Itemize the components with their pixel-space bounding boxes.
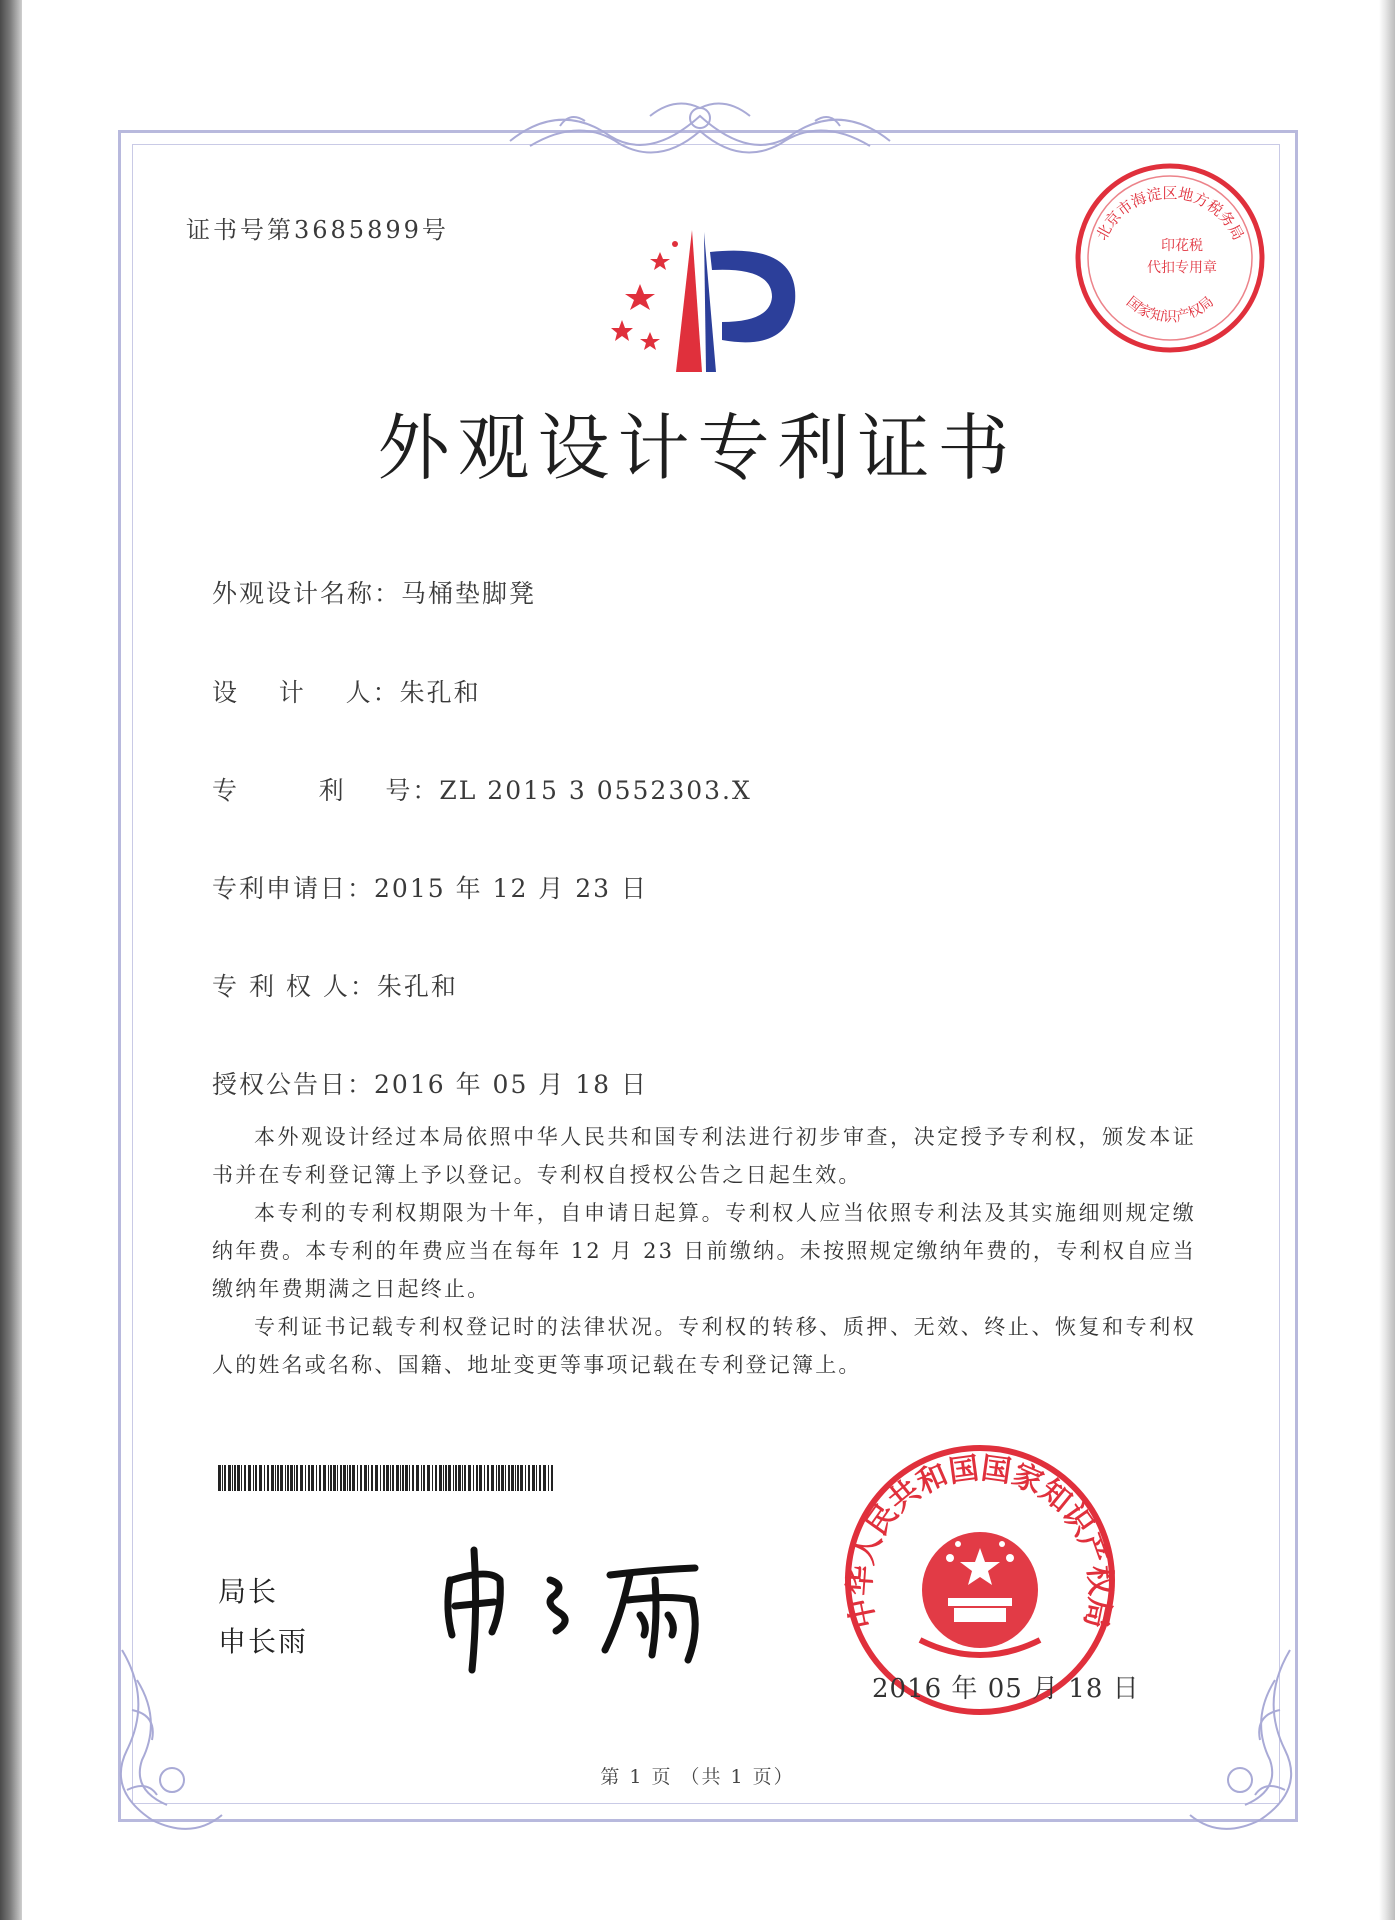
barcode-bar (448, 1465, 451, 1491)
patent-office-logo-icon (600, 222, 810, 382)
barcode-bar (360, 1465, 362, 1491)
barcode-bar (423, 1465, 425, 1491)
barcode-bar (432, 1465, 433, 1491)
barcode-bar (551, 1465, 553, 1491)
field-application-date (212, 869, 648, 905)
field-value: 朱孔和 (399, 678, 481, 707)
barcode-bar (375, 1465, 378, 1491)
barcode-bar (484, 1465, 485, 1491)
barcode-bar (311, 1465, 314, 1491)
barcode-bar (464, 1465, 466, 1491)
barcode-bar (400, 1465, 401, 1491)
field-value: 2016 年 05 月 18 日 (374, 1070, 648, 1099)
barcode-bar (443, 1465, 444, 1491)
field-label: 设 计 人： (212, 678, 400, 707)
field-label: 专利申请日： (212, 874, 375, 903)
barcode-bar (453, 1465, 454, 1491)
barcode-bar (308, 1465, 310, 1491)
director-title: 局长 (218, 1575, 279, 1608)
barcode-bar (328, 1465, 329, 1491)
barcode-bar (343, 1465, 346, 1491)
certificate-title: 外观设计专利证书 (377, 406, 1018, 490)
barcode-bar (455, 1465, 457, 1491)
field-patentee (212, 967, 458, 1003)
corner-ornament-bottom-right (1180, 1640, 1300, 1840)
barcode-bar (287, 1465, 289, 1491)
barcode-bar (277, 1465, 279, 1491)
barcode-bar (349, 1465, 351, 1491)
barcode-bar (305, 1465, 306, 1491)
barcode-bar (498, 1465, 500, 1491)
barcode-bar (259, 1465, 262, 1491)
barcode-bar (548, 1465, 549, 1491)
barcode-bar (368, 1465, 369, 1491)
barcode-bar (427, 1465, 430, 1491)
barcode-bar (539, 1465, 541, 1491)
barcode-bar (473, 1465, 474, 1491)
barcode-bar (402, 1465, 404, 1491)
barcode-bar (439, 1465, 442, 1491)
top-ornament (500, 96, 900, 166)
body-paragraph: 本外观设计经过本局依照中华人民共和国专利法进行初步审查，决定授予专利权，颁发本证书并在专利登记簿上予以登记。专利权自授权公告之日起生效。 (212, 1125, 1196, 1187)
barcode-bar (222, 1465, 223, 1491)
barcode-bar (371, 1465, 373, 1491)
barcode-bar (364, 1465, 367, 1491)
barcode-bar (300, 1465, 303, 1491)
barcode-bar (319, 1465, 321, 1491)
barcode-bar (380, 1465, 381, 1491)
barcode-bar (416, 1465, 419, 1491)
body-paragraph: 本专利的专利权期限为十年，自申请日起算。专利权人应当依照专利法及其实施细则规定缴纳年费。本专利的年费应当在每年 12 月 23 日前缴纳。未按照规定缴纳年费的，专利权自应当缴纳年费期满之日起终止。 (212, 1201, 1196, 1301)
field-grant-date (212, 1065, 648, 1101)
barcode-bar (255, 1465, 257, 1491)
field-patent-number (212, 771, 752, 807)
barcode-bar (532, 1465, 535, 1491)
barcode-bar (468, 1465, 471, 1491)
barcode-bar (316, 1465, 317, 1491)
barcode (218, 1465, 558, 1491)
scan-edge-left (0, 0, 22, 1920)
barcode-bar (386, 1465, 389, 1491)
barcode-bar (396, 1465, 399, 1491)
barcode-bar (409, 1465, 410, 1491)
barcode-bar (501, 1465, 504, 1491)
barcode-bar (294, 1465, 295, 1491)
field-label: 外观设计名称： (212, 579, 402, 608)
barcode-bar (323, 1465, 326, 1491)
barcode-bar (237, 1465, 240, 1491)
body-paragraph: 专利证书记载专利权登记时的法律状况。专利权的转移、质押、无效、终止、恢复和专利权人的姓名或名称、国籍、地址变更等事项记载在专利登记簿上。 (212, 1315, 1196, 1377)
field-design-name (212, 574, 536, 610)
director-name: 申长雨 (218, 1625, 309, 1658)
barcode-bar (352, 1465, 355, 1491)
field-value: ZL 2015 3 0552303.X (439, 776, 752, 805)
field-label: 专 利 权 人： (212, 972, 377, 1001)
seal-arc-text: 北京市海淀区地方税务局 (1092, 184, 1248, 244)
barcode-bar (458, 1465, 461, 1491)
barcode-bar (241, 1465, 242, 1491)
barcode-bar (337, 1465, 338, 1491)
barcode-bar (296, 1465, 298, 1491)
certificate-body (212, 1118, 1196, 1384)
barcode-bar (290, 1465, 293, 1491)
barcode-bar (234, 1465, 236, 1491)
barcode-bar (508, 1465, 510, 1491)
barcode-bar (517, 1465, 519, 1491)
barcode-bar (543, 1465, 546, 1491)
svg-text:国家知识产权局 (1123, 294, 1217, 325)
field-value: 2015 年 12 月 23 日 (374, 874, 648, 903)
barcode-bar (462, 1465, 463, 1491)
seal-inner-line: 印花税 (1161, 238, 1203, 254)
barcode-bar (232, 1465, 233, 1491)
barcode-bar (333, 1465, 336, 1491)
barcode-bar (330, 1465, 332, 1491)
tax-bureau-seal (1070, 158, 1270, 358)
barcode-bar (224, 1465, 226, 1491)
barcode-bar (412, 1465, 414, 1491)
barcode-bar (536, 1465, 537, 1491)
barcode-bar (228, 1465, 231, 1491)
barcode-bar (520, 1465, 523, 1491)
barcode-bar (445, 1465, 447, 1491)
barcode-bar (515, 1465, 516, 1491)
barcode-bar (496, 1465, 497, 1491)
barcode-bar (264, 1465, 265, 1491)
barcode-bar (528, 1465, 530, 1491)
barcode-bar (347, 1465, 348, 1491)
barcode-bar (253, 1465, 254, 1491)
field-value: 马桶垫脚凳 (401, 579, 537, 608)
barcode-bar (405, 1465, 408, 1491)
seal-big-arc-text: 中华人民共和国国家知识产权局 (842, 1451, 1118, 1632)
page-number: 第 1 页 （共 1 页） (600, 1766, 795, 1788)
barcode-bar (392, 1465, 394, 1491)
barcode-bar (275, 1465, 276, 1491)
barcode-bar (487, 1465, 489, 1491)
barcode-bar (383, 1465, 385, 1491)
barcode-bar (248, 1465, 251, 1491)
certificate-number: 证书号第3685899号 (186, 216, 449, 244)
field-label: 专 利 号： (212, 776, 440, 805)
svg-text:北京市海淀区地方税务局 (1093, 184, 1248, 243)
barcode-bar (511, 1465, 514, 1491)
barcode-bar (491, 1465, 494, 1491)
barcode-bar (479, 1465, 482, 1491)
barcode-bar (280, 1465, 283, 1491)
field-value: 朱孔和 (376, 972, 458, 1001)
barcode-bar (340, 1465, 342, 1491)
corner-ornament-bottom-left (112, 1640, 232, 1840)
barcode-bar (285, 1465, 286, 1491)
barcode-bar (390, 1465, 391, 1491)
barcode-bar (271, 1465, 274, 1491)
barcode-bar (435, 1465, 437, 1491)
seal-date: 2016 年 05 月 18 日 (872, 1674, 1140, 1704)
barcode-bar (421, 1465, 422, 1491)
field-designer (212, 673, 481, 709)
barcode-bar (218, 1465, 221, 1491)
barcode-bar (244, 1465, 246, 1491)
director-signature (430, 1540, 730, 1680)
scan-edge-right (1379, 0, 1395, 1920)
barcode-bar (357, 1465, 358, 1491)
seal-bottom-text: 国家知识产权局 (1123, 293, 1217, 326)
barcode-bar (505, 1465, 506, 1491)
barcode-bar (476, 1465, 478, 1491)
field-label: 授权公告日： (212, 1070, 375, 1099)
seal-inner-line: 代扣专用章 (1147, 260, 1217, 276)
barcode-bar (267, 1465, 269, 1491)
barcode-bar (525, 1465, 526, 1491)
